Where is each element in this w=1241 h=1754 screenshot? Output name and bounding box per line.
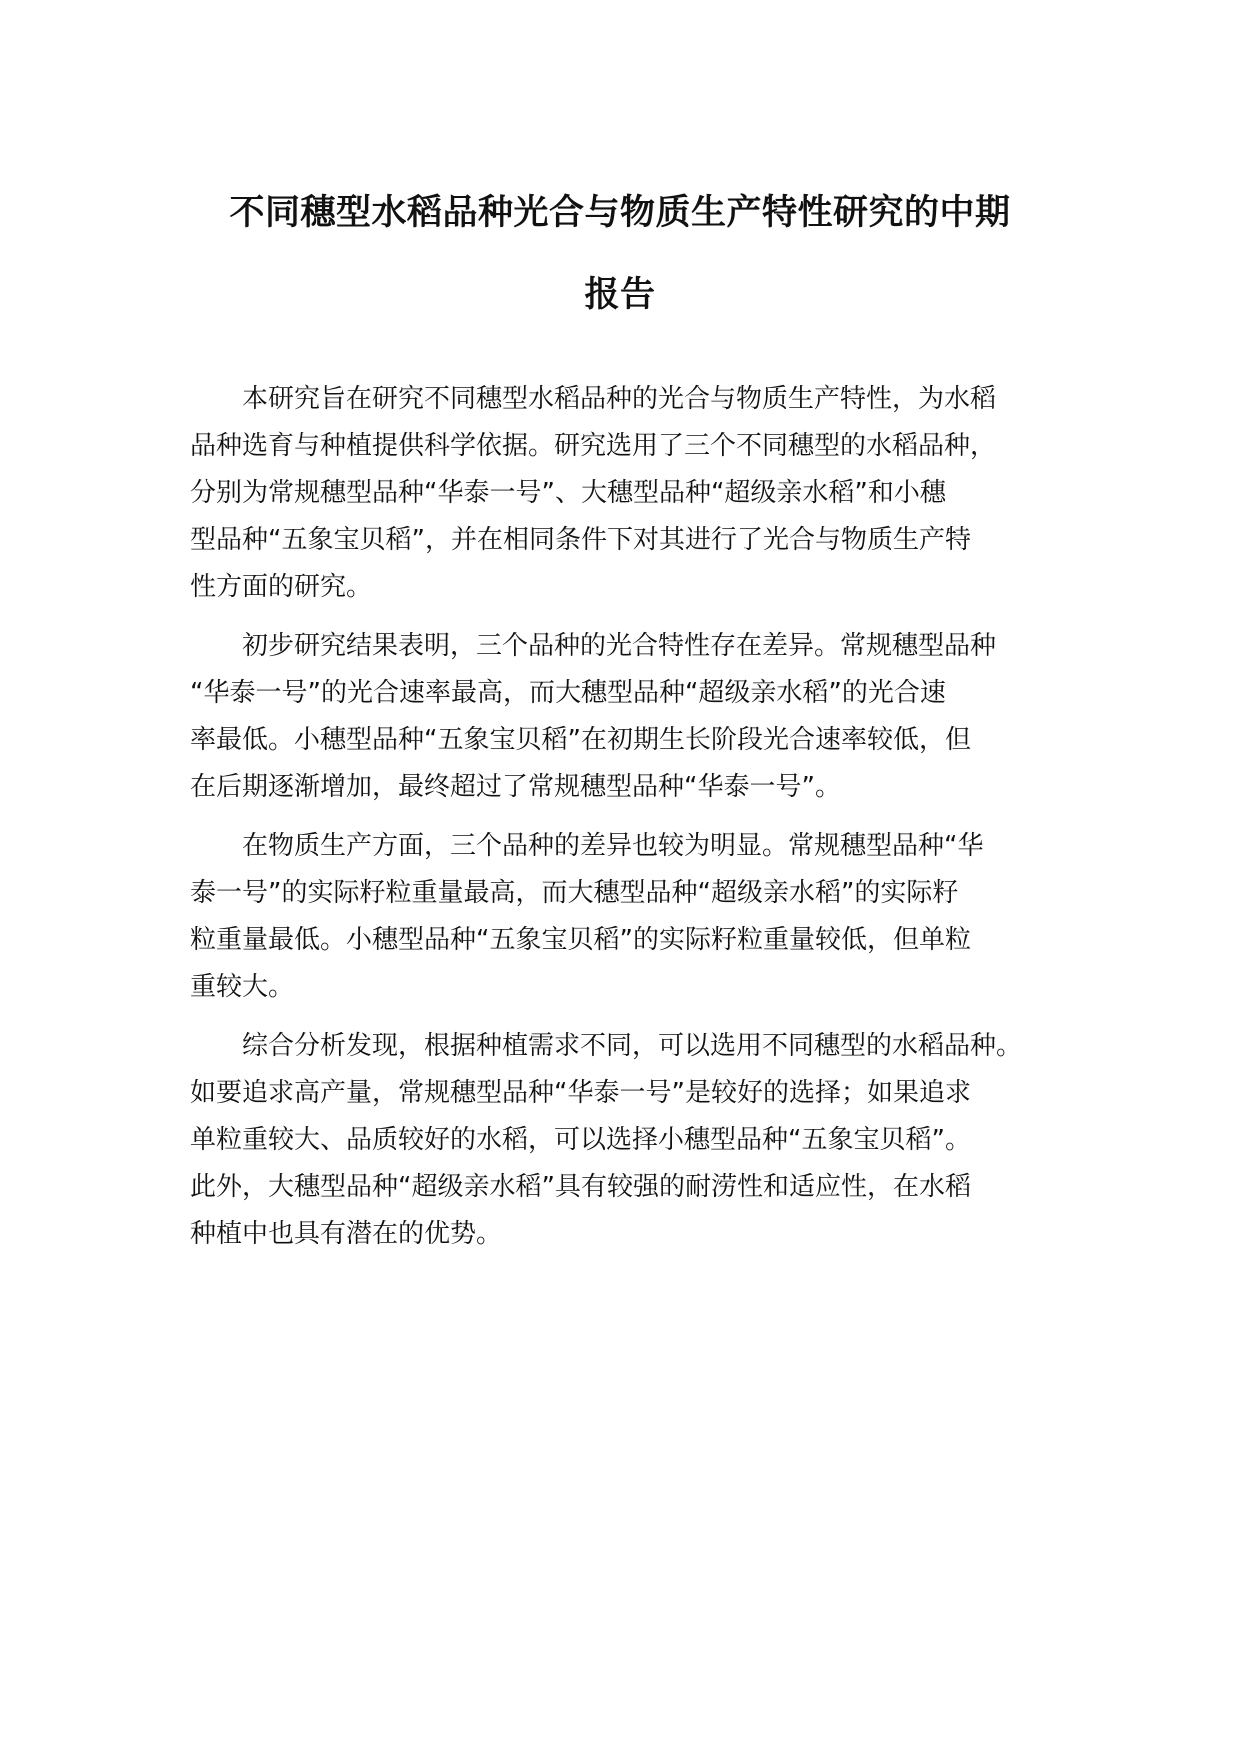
paragraph-matter-production [190,823,1070,1011]
text-line: 粒重量最低。小穗型品种“五象宝贝稻”的实际籽粒重量较低，但单粒 [190,925,971,955]
document-body [190,376,1070,1270]
text-line: 分别为常规穗型品种“华泰一号”、大穗型品种“超级亲水稻”和小穗 [190,478,946,508]
paragraph-photosynthesis [190,623,1070,811]
text-line: 此外，大穗型品种“超级亲水稻”具有较强的耐涝性和适应性，在水稻 [190,1172,971,1202]
text-line: 在后期逐渐增加，最终超过了常规穗型品种“华泰一号”。 [190,772,841,802]
text-line: 本研究旨在研究不同穗型水稻品种的光合与物质生产特性，为水稻 [242,384,997,414]
text-line: 泰一号”的实际籽粒重量最高，而大穗型品种“超级亲水稻”的实际籽 [190,878,959,908]
title-line: 报告 [584,275,656,315]
text-line: “华泰一号”的光合速率最高，而大穗型品种“超级亲水稻”的光合速 [190,678,946,708]
text-line: 如要追求高产量，常规穗型品种“华泰一号”是较好的选择；如果追求 [190,1078,971,1108]
text-line: 率最低。小穗型品种“五象宝贝稻”在初期生长阶段光合速率较低，但 [190,725,971,755]
text-line: 性方面的研究。 [190,572,373,602]
text-line: 型品种“五象宝贝稻”，并在相同条件下对其进行了光合与物质生产特 [190,525,971,555]
text-line: 初步研究结果表明，三个品种的光合特性存在差异。常规穗型品种 [242,631,997,661]
text-line: 品种选育与种植提供科学依据。研究选用了三个不同穗型的水稻品种， [190,431,997,461]
paragraph-conclusion [190,1023,1070,1258]
title-line: 不同穗型水稻品种光合与物质生产特性研究的中期 [229,193,1011,233]
text-line: 重较大。 [190,972,295,1002]
page-title [180,172,1060,336]
text-line: 单粒重较大、品质较好的水稻，可以选择小穗型品种“五象宝贝稻”。 [190,1125,971,1155]
text-line: 综合分析发现，根据种植需求不同，可以选用不同穗型的水稻品种。 [242,1031,1023,1061]
text-line: 种植中也具有潜在的优势。 [190,1219,503,1249]
text-line: 在物质生产方面，三个品种的差异也较为明显。常规穗型品种“华 [242,831,984,861]
paragraph-intro [190,376,1070,611]
